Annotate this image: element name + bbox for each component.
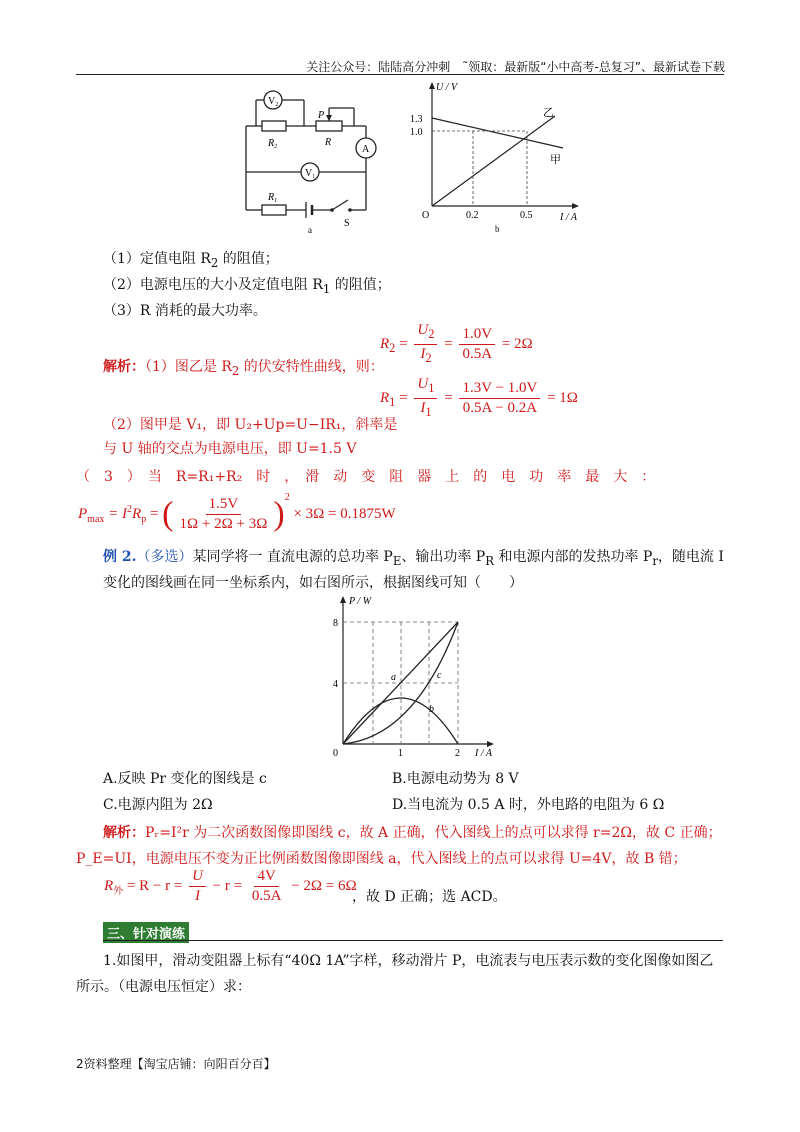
fig-a-v2-label: $V_2$ [268, 96, 279, 108]
option-a: A.反映 Pr 变化的图线是 c [103, 771, 267, 787]
p-graph-a-label: a [391, 672, 396, 683]
fig-b-caption: b [495, 224, 500, 234]
option-d: D.当电流为 0.5 A 时，外电路的电阻为 6 Ω [392, 797, 665, 813]
curve-b [343, 698, 458, 744]
practice-line2: 所示。（电源电压恒定）求： [76, 979, 251, 995]
fig-a-r-label: R [325, 137, 332, 148]
ui-graph-figure-b [400, 78, 590, 236]
fig-b-jia-label: 甲 [550, 154, 561, 166]
p-graph-x2: 2 [455, 748, 460, 759]
question-3: （3）R 消耗的最大功率。 [103, 303, 267, 319]
fig-a-r2-label: $R_2$ [268, 138, 278, 150]
solution2-tail: ，故 D 正确；选 ACD。 [352, 889, 507, 905]
solution-part1: 解析：（1）图乙是 $R_2$ 的伏安特性曲线，则： [103, 359, 384, 378]
solution-part2-line2: 与 U 轴的交点为电源电压，即 U=1.5 V [103, 441, 357, 457]
header-divider [76, 74, 724, 75]
p-graph-y8: 8 [333, 618, 338, 629]
p-graph-c-label: c [437, 670, 442, 681]
p-graph-yaxis-label: P / W [349, 596, 372, 607]
p-graph-y4: 4 [333, 679, 338, 690]
page-header: 关注公众号：陆陆高分冲刺 ˜领取：最新版“小中高考-总复习”、最新试卷下载 [306, 60, 725, 74]
equation-r-external: $R_外 = R - r$ = $\frac{U}{I}$ − r = $\frac{4V}{0.5A}$ − 2Ω = 6Ω [104, 868, 357, 904]
p-graph-xaxis-label: I / A [475, 748, 493, 759]
equation-r2: $R_2$ = $\frac{U_2}{I_2}$ = $\frac{1.0V}{0.5A}$ = 2Ω [380, 322, 533, 365]
fig-a-r1-label: $R_1$ [268, 192, 278, 204]
practice-line1: 1.如图甲，滑动变阻器上标有“40Ω 1A”字样，移动滑片 P，电流表与电压表示数的变化图像如图乙 [103, 953, 714, 969]
circuit-figure-a [236, 86, 386, 236]
solution2-line2: P_E=UI，电源电压不变为正比例函数图像即图线 a，代入图线上的点可以求得 U=4V，故 B 错； [76, 851, 687, 867]
fig-b-yi-label: 乙 [543, 107, 554, 119]
equation-r1: $R_1$ = $\frac{U_1}{I_1}$ = $\frac{1.3V - 1.0V}{0.5A - 0.2A}$ = 1Ω [380, 376, 578, 419]
fig-a-v1-label: $V_1$ [305, 168, 316, 180]
fig-b-y13: 1.3 [410, 114, 423, 125]
page-number: 2 [76, 1057, 84, 1071]
question-1: （1）定值电阻 $R_2$ 的阻值； [103, 251, 279, 270]
option-b: B.电源电动势为 8 V [392, 771, 519, 787]
page-footer: 2资料整理【淘宝店铺：向阳百分百】 [76, 1057, 276, 1071]
solution2-line1: 解析：Pᵣ=I²r 为二次函数图像即图线 c，故 A 正确，代入图线上的点可以求得 r=2Ω，故 C 正确； [103, 825, 722, 841]
p-graph-b-label: b [429, 704, 434, 715]
question-2: （2）电源电压的大小及定值电阻 $R_1$ 的阻值； [103, 277, 391, 296]
fig-b-yaxis-label: U / V [436, 82, 458, 93]
line-jia [432, 118, 563, 148]
option-c: C.电源内阻为 2Ω [103, 797, 213, 813]
fig-b-x05: 0.5 [520, 210, 533, 221]
solution-part3: （ 3 ） 当 R=R₁+R₂ 时 ， 滑 动 变 阻 器 上 的 电 功 率 最 大 ： [76, 469, 656, 485]
p-graph-x1: 1 [398, 748, 403, 759]
example2-line2: 变化的图线画在同一坐标系内，如右图所示，根据图线可知（ ） [103, 575, 523, 591]
power-graph [325, 592, 505, 760]
solution-part2-line1: （2）图甲是 V₁，即 U₂+Up=U−IR₁，斜率是 [103, 417, 398, 433]
fig-b-xaxis-label: I / A [560, 212, 578, 223]
fig-a-caption: a [308, 225, 312, 235]
fig-b-origin: O [422, 210, 430, 221]
fig-b-y10: 1.0 [410, 127, 423, 138]
fig-a-p-label: P [318, 110, 325, 121]
line-yi [432, 116, 555, 206]
p-graph-origin: 0 [333, 748, 338, 759]
fig-a-ammeter-label: A [362, 144, 370, 155]
fig-b-x02: 0.2 [466, 210, 479, 221]
fig-a-switch-label: S [344, 218, 350, 229]
section-divider [103, 940, 723, 941]
section-title: 三、针对演练 [103, 922, 189, 943]
example2-line1: 例 2.（多选）某同学将一 直流电源的总功率 $P_E$、输出功率 $P_R$ 和电源内部的发热功率 $P_r$，随电流 I [103, 549, 724, 568]
equation-pmax: $P_{max} = I^2R_p$ = ( $\frac{1.5V}{1\Omega + 2\Omega + 3\Omega}$ )$^2$ × 3Ω = 0.1875W [78, 492, 396, 533]
